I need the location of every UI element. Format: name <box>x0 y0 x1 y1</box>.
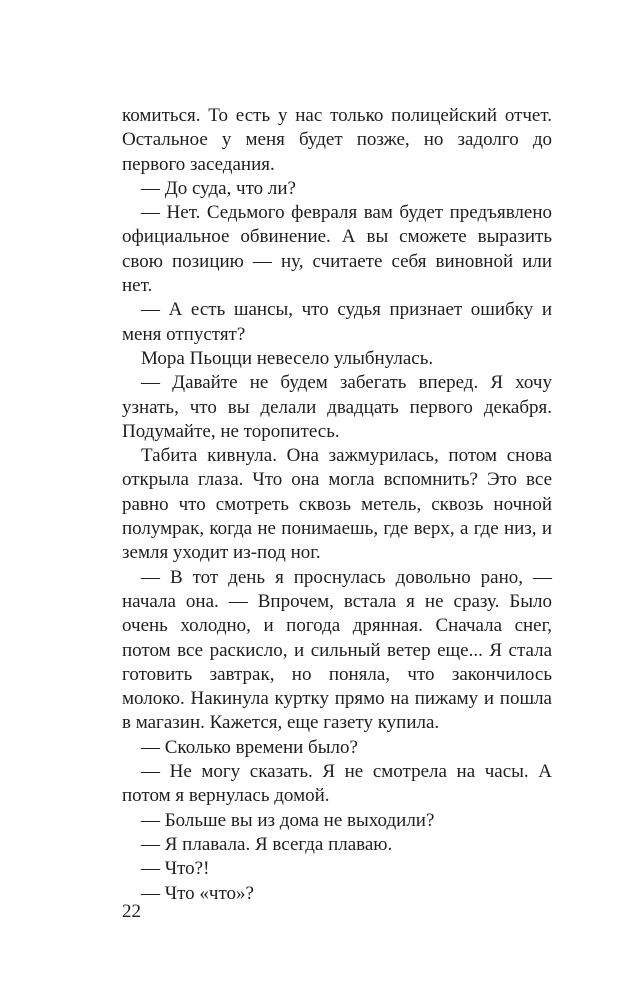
dialogue-line: — А есть шансы, что судья признает ошибку и меня отпустят? <box>122 299 552 345</box>
dialogue-line: — До суда, что ли? <box>141 177 296 199</box>
page-number: 22 <box>122 901 141 922</box>
dialogue-line: — Не могу сказать. Я не смотрела на часы. А потом я вернулась домой. <box>122 761 552 807</box>
dialogue-line: — В тот день я проснулась довольно рано, — начала она. — Впрочем, встала я не сразу. Было очень холодно, и погода дрянная. Сначала снег, потом все раскисло, и сильный ветер еще... Я стала готовить завтрак, но поняла, что закончилось молоко. Накинула куртку прямо на пижаму и пошла в магазин. Кажется, еще газету купила. <box>122 566 552 734</box>
narrative-paragraph: Табита кивнула. Она зажмурилась, потом снова открыла глаза. Что она могла вспомнить? Это все равно что смотреть сквозь метель, сквозь ночной полумрак, когда не понимаешь, где верх, а где низ, и земля уходит из-под ног. <box>122 445 552 564</box>
dialogue-line: — Сколько времени было? <box>141 736 358 758</box>
paragraph-continuation: комиться. То есть у нас только полицейский отчет. Остальное у меня будет позже, но задолго до первого заседания. <box>122 105 552 175</box>
dialogue-line: — Давайте не будем забегать вперед. Я хочу узнать, что вы делали двадцать первого декабря. Подумайте, не торопитесь. <box>122 372 552 442</box>
dialogue-line: — Что?! <box>141 858 210 880</box>
body-text <box>122 104 552 906</box>
dialogue-line: — Нет. Седьмого февраля вам будет предъявлено официальное обвинение. А вы сможете выразить свою позицию — ну, считаете себя виновной или нет. <box>122 202 552 297</box>
dialogue-line: — Больше вы из дома не выходили? <box>141 809 435 831</box>
dialogue-line: — Я плавала. Я всегда плаваю. <box>141 833 393 855</box>
narrative-paragraph: Мора Пьоцци невесело улыбнулась. <box>141 347 434 369</box>
dialogue-line: — Что «что»? <box>141 882 254 904</box>
